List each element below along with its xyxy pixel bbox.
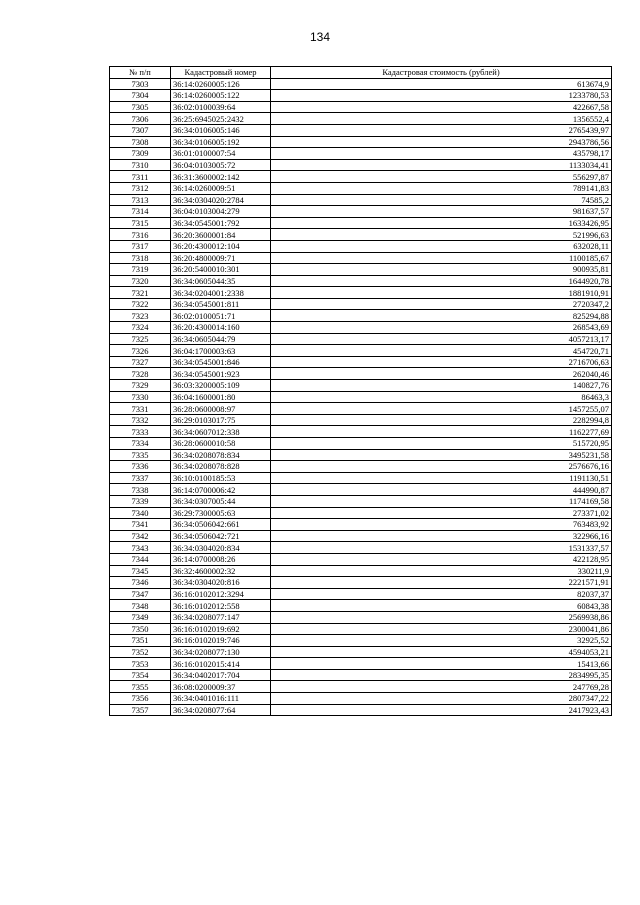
row-number-cell: 7325 (110, 333, 171, 345)
cadastral-value-cell: 435798,17 (271, 148, 612, 160)
cadastral-number-cell: 36:34:0506042:661 (171, 519, 271, 531)
row-number-cell: 7332 (110, 414, 171, 426)
cadastral-value-cell: 2569938,86 (271, 611, 612, 623)
row-number-cell: 7349 (110, 611, 171, 623)
row-number-cell: 7312 (110, 182, 171, 194)
cadastral-value-cell: 981637,57 (271, 206, 612, 218)
row-number-cell: 7326 (110, 345, 171, 357)
row-number-cell: 7339 (110, 495, 171, 507)
row-number-cell: 7350 (110, 623, 171, 635)
row-number-cell: 7331 (110, 403, 171, 415)
cadastral-number-cell: 36:31:3600002:142 (171, 171, 271, 183)
cadastral-number-cell: 36:25:6945025:2432 (171, 113, 271, 125)
table-row (110, 182, 612, 194)
table-row (110, 542, 612, 554)
cadastral-number-cell: 36:34:0545001:811 (171, 298, 271, 310)
cadastral-number-cell: 36:28:0600010:58 (171, 438, 271, 450)
table-row (110, 472, 612, 484)
table-row (110, 113, 612, 125)
row-number-cell: 7313 (110, 194, 171, 206)
table-row (110, 414, 612, 426)
cadastral-value-cell: 900935,81 (271, 264, 612, 276)
cadastral-value-cell: 1881910,91 (271, 287, 612, 299)
row-number-cell: 7351 (110, 635, 171, 647)
table-row (110, 669, 612, 681)
table-row (110, 275, 612, 287)
cadastral-number-cell: 36:04:1700003:63 (171, 345, 271, 357)
row-number-cell: 7314 (110, 206, 171, 218)
cadastral-number-cell: 36:34:0402017:704 (171, 669, 271, 681)
cadastral-value-cell: 2834995,35 (271, 669, 612, 681)
cadastral-number-cell: 36:34:0106005:192 (171, 136, 271, 148)
cadastral-value-cell: 556297,87 (271, 171, 612, 183)
table-row (110, 611, 612, 623)
cadastral-number-cell: 36:20:5400010:301 (171, 264, 271, 276)
table-row (110, 658, 612, 670)
table-row (110, 171, 612, 183)
cadastral-value-cell: 1356552,4 (271, 113, 612, 125)
cadastral-number-cell: 36:04:1600001:80 (171, 391, 271, 403)
row-number-cell: 7353 (110, 658, 171, 670)
table-body (110, 78, 612, 716)
cadastral-value-cell: 32925,52 (271, 635, 612, 647)
cadastral-number-cell: 36:08:0200009:37 (171, 681, 271, 693)
cadastral-number-cell: 36:02:0100051:71 (171, 310, 271, 322)
cadastral-number-cell: 36:34:0607012:338 (171, 426, 271, 438)
table-row (110, 693, 612, 705)
cadastral-number-cell: 36:34:0208077:64 (171, 704, 271, 716)
table-row (110, 90, 612, 102)
row-number-cell: 7308 (110, 136, 171, 148)
cadastral-value-cell: 4594053,21 (271, 646, 612, 658)
table-row (110, 287, 612, 299)
cadastral-value-cell: 74585,2 (271, 194, 612, 206)
cadastral-number-cell: 36:34:0545001:846 (171, 356, 271, 368)
row-number-cell: 7336 (110, 461, 171, 473)
table-row (110, 507, 612, 519)
table-row (110, 438, 612, 450)
row-number-cell: 7321 (110, 287, 171, 299)
cadastral-value-cell: 2943786,56 (271, 136, 612, 148)
table-row (110, 217, 612, 229)
header-row-number: № п/п (110, 67, 171, 79)
table-header-row (110, 67, 612, 79)
table-row (110, 345, 612, 357)
row-number-cell: 7315 (110, 217, 171, 229)
cadastral-value-cell: 454720,71 (271, 345, 612, 357)
cadastral-value-cell: 2716706,63 (271, 356, 612, 368)
cadastral-value-cell: 2282994,8 (271, 414, 612, 426)
cadastral-number-cell: 36:34:0307005:44 (171, 495, 271, 507)
row-number-cell: 7330 (110, 391, 171, 403)
cadastral-number-cell: 36:16:0102012:558 (171, 600, 271, 612)
row-number-cell: 7311 (110, 171, 171, 183)
table-row (110, 577, 612, 589)
table-row (110, 264, 612, 276)
table-row (110, 78, 612, 90)
cadastral-number-cell: 36:03:3200005:109 (171, 380, 271, 392)
table-row (110, 333, 612, 345)
cadastral-number-cell: 36:02:0100039:64 (171, 101, 271, 113)
table-row (110, 646, 612, 658)
cadastral-value-cell: 444990,87 (271, 484, 612, 496)
row-number-cell: 7357 (110, 704, 171, 716)
table-row (110, 704, 612, 716)
table-row (110, 252, 612, 264)
table-row (110, 159, 612, 171)
cadastral-number-cell: 36:16:0102019:746 (171, 635, 271, 647)
cadastral-value-cell: 789141,83 (271, 182, 612, 194)
table-row (110, 426, 612, 438)
cadastral-number-cell: 36:28:0600008:97 (171, 403, 271, 415)
cadastral-number-cell: 36:14:0700008:26 (171, 553, 271, 565)
cadastral-value-cell: 2417923,43 (271, 704, 612, 716)
cadastral-number-cell: 36:14:0260005:122 (171, 90, 271, 102)
cadastral-number-cell: 36:34:0304020:834 (171, 542, 271, 554)
cadastral-number-cell: 36:14:0260005:126 (171, 78, 271, 90)
table-row (110, 148, 612, 160)
row-number-cell: 7310 (110, 159, 171, 171)
table-row (110, 194, 612, 206)
row-number-cell: 7327 (110, 356, 171, 368)
table-row (110, 136, 612, 148)
table-row (110, 124, 612, 136)
row-number-cell: 7320 (110, 275, 171, 287)
table-row (110, 553, 612, 565)
row-number-cell: 7343 (110, 542, 171, 554)
row-number-cell: 7356 (110, 693, 171, 705)
cadastral-value-cell: 825294,88 (271, 310, 612, 322)
cadastral-value-cell: 2807347,22 (271, 693, 612, 705)
cadastral-number-cell: 36:34:0304020:816 (171, 577, 271, 589)
table-row (110, 588, 612, 600)
row-number-cell: 7328 (110, 368, 171, 380)
cadastral-value-cell: 4057213,17 (271, 333, 612, 345)
table-row (110, 298, 612, 310)
cadastral-value-cell: 60843,38 (271, 600, 612, 612)
row-number-cell: 7323 (110, 310, 171, 322)
table-row (110, 380, 612, 392)
cadastral-value-cell: 330211,9 (271, 565, 612, 577)
row-number-cell: 7354 (110, 669, 171, 681)
row-number-cell: 7307 (110, 124, 171, 136)
cadastral-value-cell: 613674,9 (271, 78, 612, 90)
row-number-cell: 7348 (110, 600, 171, 612)
table-row (110, 322, 612, 334)
page-number: 134 (309, 30, 331, 44)
cadastral-value-cell: 1174169,58 (271, 495, 612, 507)
row-number-cell: 7338 (110, 484, 171, 496)
table-row (110, 403, 612, 415)
row-number-cell: 7316 (110, 229, 171, 241)
row-number-cell: 7340 (110, 507, 171, 519)
row-number-cell: 7303 (110, 78, 171, 90)
cadastral-number-cell: 36:29:7300005:63 (171, 507, 271, 519)
cadastral-number-cell: 36:04:0103004:279 (171, 206, 271, 218)
table-row (110, 681, 612, 693)
cadastral-value-table (109, 66, 612, 716)
header-cadastral-value: Кадастровая стоимость (рублей) (271, 67, 612, 79)
row-number-cell: 7347 (110, 588, 171, 600)
row-number-cell: 7337 (110, 472, 171, 484)
cadastral-value-cell: 3495231,58 (271, 449, 612, 461)
table-row (110, 310, 612, 322)
table-row (110, 368, 612, 380)
row-number-cell: 7317 (110, 240, 171, 252)
cadastral-value-cell: 422128,95 (271, 553, 612, 565)
cadastral-number-cell: 36:29:0103017:75 (171, 414, 271, 426)
row-number-cell: 7304 (110, 90, 171, 102)
row-number-cell: 7346 (110, 577, 171, 589)
cadastral-value-cell: 86463,3 (271, 391, 612, 403)
cadastral-number-cell: 36:34:0401016:111 (171, 693, 271, 705)
cadastral-value-cell: 322966,16 (271, 530, 612, 542)
row-number-cell: 7309 (110, 148, 171, 160)
row-number-cell: 7345 (110, 565, 171, 577)
row-number-cell: 7341 (110, 519, 171, 531)
cadastral-value-cell: 140827,76 (271, 380, 612, 392)
cadastral-value-cell: 1133034,41 (271, 159, 612, 171)
cadastral-value-cell: 2576676,16 (271, 461, 612, 473)
cadastral-value-cell: 2765439,97 (271, 124, 612, 136)
table-row (110, 530, 612, 542)
row-number-cell: 7318 (110, 252, 171, 264)
cadastral-value-cell: 1531337,57 (271, 542, 612, 554)
header-cadastral-number: Кадастровый номер (171, 67, 271, 79)
cadastral-value-cell: 1191130,51 (271, 472, 612, 484)
cadastral-value-cell: 1233780,53 (271, 90, 612, 102)
cadastral-number-cell: 36:34:0506042:721 (171, 530, 271, 542)
cadastral-value-cell: 632028,11 (271, 240, 612, 252)
cadastral-number-cell: 36:32:4600002:32 (171, 565, 271, 577)
row-number-cell: 7352 (110, 646, 171, 658)
row-number-cell: 7329 (110, 380, 171, 392)
cadastral-value-cell: 1457255,07 (271, 403, 612, 415)
cadastral-value-cell: 273371,02 (271, 507, 612, 519)
table-row (110, 519, 612, 531)
cadastral-value-cell: 247769,28 (271, 681, 612, 693)
cadastral-value-cell: 515720,95 (271, 438, 612, 450)
cadastral-value-cell: 1100185,67 (271, 252, 612, 264)
cadastral-number-cell: 36:34:0545001:792 (171, 217, 271, 229)
cadastral-number-cell: 36:16:0102015:414 (171, 658, 271, 670)
row-number-cell: 7333 (110, 426, 171, 438)
cadastral-value-cell: 2720347,2 (271, 298, 612, 310)
table-row (110, 600, 612, 612)
row-number-cell: 7306 (110, 113, 171, 125)
cadastral-value-cell: 268543,69 (271, 322, 612, 334)
cadastral-number-cell: 36:10:0100185:53 (171, 472, 271, 484)
cadastral-number-cell: 36:34:0208077:147 (171, 611, 271, 623)
row-number-cell: 7355 (110, 681, 171, 693)
cadastral-value-cell: 1644920,78 (271, 275, 612, 287)
cadastral-number-cell: 36:34:0304020:2784 (171, 194, 271, 206)
table-row (110, 461, 612, 473)
table-row (110, 206, 612, 218)
cadastral-value-cell: 763483,92 (271, 519, 612, 531)
cadastral-value-cell: 262040,46 (271, 368, 612, 380)
row-number-cell: 7335 (110, 449, 171, 461)
table-row (110, 565, 612, 577)
table-row (110, 623, 612, 635)
row-number-cell: 7342 (110, 530, 171, 542)
row-number-cell: 7324 (110, 322, 171, 334)
cadastral-number-cell: 36:34:0605044:35 (171, 275, 271, 287)
cadastral-number-cell: 36:34:0204001:2338 (171, 287, 271, 299)
row-number-cell: 7334 (110, 438, 171, 450)
cadastral-number-cell: 36:01:0100007:54 (171, 148, 271, 160)
row-number-cell: 7322 (110, 298, 171, 310)
row-number-cell: 7305 (110, 101, 171, 113)
cadastral-number-cell: 36:34:0208078:834 (171, 449, 271, 461)
row-number-cell: 7344 (110, 553, 171, 565)
cadastral-number-cell: 36:04:0103005:72 (171, 159, 271, 171)
cadastral-number-cell: 36:20:3600001:84 (171, 229, 271, 241)
table-row (110, 635, 612, 647)
cadastral-number-cell: 36:34:0545001:923 (171, 368, 271, 380)
table-row (110, 391, 612, 403)
table-row (110, 495, 612, 507)
table-row (110, 240, 612, 252)
cadastral-number-cell: 36:34:0208078:828 (171, 461, 271, 473)
table-row (110, 356, 612, 368)
cadastral-number-cell: 36:20:4300012:104 (171, 240, 271, 252)
cadastral-number-cell: 36:20:4300014:160 (171, 322, 271, 334)
cadastral-number-cell: 36:34:0605044:79 (171, 333, 271, 345)
cadastral-value-cell: 422667,58 (271, 101, 612, 113)
cadastral-value-cell: 15413,66 (271, 658, 612, 670)
table-row (110, 101, 612, 113)
cadastral-number-cell: 36:34:0208077:130 (171, 646, 271, 658)
cadastral-number-cell: 36:14:0700006:42 (171, 484, 271, 496)
cadastral-value-cell: 82037,37 (271, 588, 612, 600)
row-number-cell: 7319 (110, 264, 171, 276)
cadastral-number-cell: 36:34:0106005:146 (171, 124, 271, 136)
cadastral-value-cell: 2221571,91 (271, 577, 612, 589)
cadastral-value-cell: 1633426,95 (271, 217, 612, 229)
table-row (110, 229, 612, 241)
table-row (110, 449, 612, 461)
cadastral-value-cell: 521996,63 (271, 229, 612, 241)
table-row (110, 484, 612, 496)
cadastral-value-cell: 1162277,69 (271, 426, 612, 438)
cadastral-number-cell: 36:16:0102019:692 (171, 623, 271, 635)
cadastral-number-cell: 36:16:0102012:3294 (171, 588, 271, 600)
cadastral-number-cell: 36:14:0260009:51 (171, 182, 271, 194)
cadastral-value-cell: 2300041,86 (271, 623, 612, 635)
cadastral-number-cell: 36:20:4800009:71 (171, 252, 271, 264)
